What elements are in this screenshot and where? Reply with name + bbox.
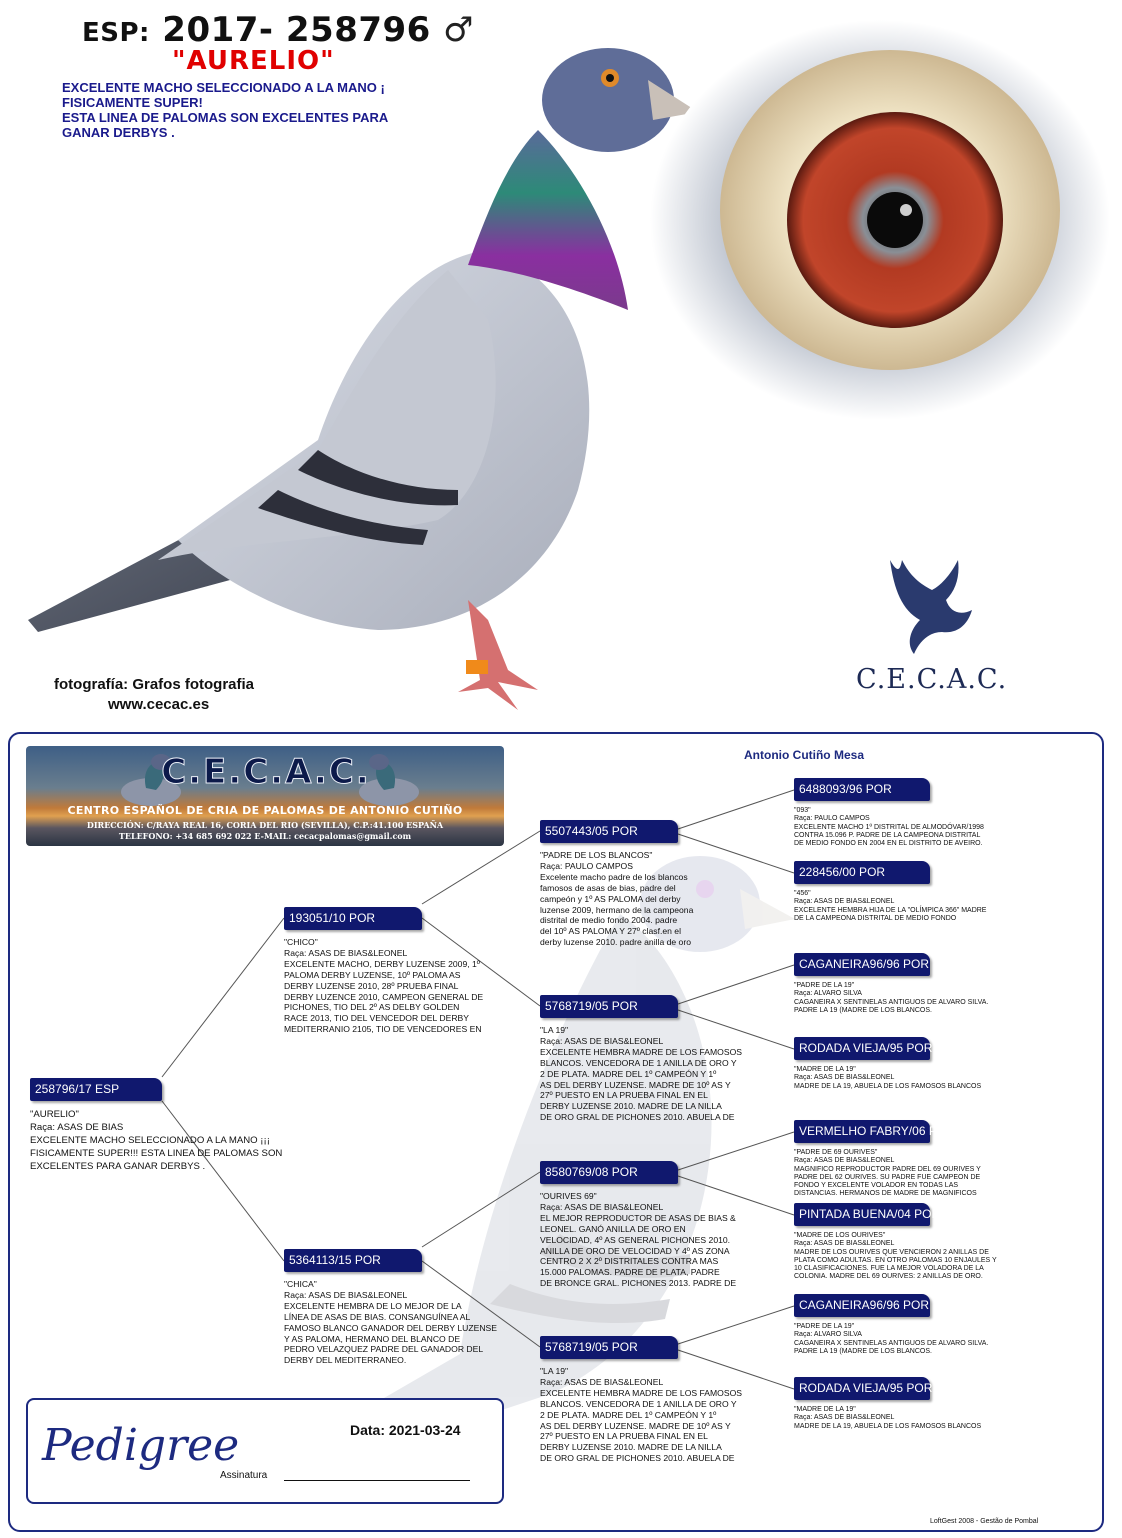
cecac-banner	[26, 746, 504, 846]
info-line: CENTRO 2 X 2º DISTRITALES CONTRA MAS	[540, 1256, 719, 1267]
ddd-ring-tag[interactable]: RODADA VIEJA/95 POR	[794, 1377, 930, 1400]
info-line: Raça: PAULO CAMPOS	[794, 815, 870, 823]
info-line: FISICAMENTE SUPER!!! ESTA LINEA DE PALOMAS SON	[30, 1148, 283, 1159]
info-line: Excelente macho padre de los blancos	[540, 871, 688, 882]
info-line: CONTRA 15.096 P. PADRE DE LA CAMPEONA DISTRITAL	[794, 831, 981, 839]
info-line: Raça: ASAS DE BIAS&LEONEL	[794, 1414, 895, 1422]
info-line: DERBY LUZENSE 2010. MADRE DE LA NILLA	[540, 1101, 722, 1112]
sds-ring-tag[interactable]: CAGANEIRA96/96 POR	[794, 953, 930, 976]
top-showcase	[0, 0, 1122, 720]
info-line: "MADRE DE LOS OURIVES"	[794, 1232, 886, 1239]
info-line: EXCELENTE MACHO SELECCIONADO A LA MANO ¡¡¡	[30, 1135, 270, 1146]
info-line: ANILLA DE ORO DE VELOCIDAD Y 4º AS ZONA	[540, 1245, 730, 1256]
info-line: famosos de asas de bias, padre del	[540, 882, 676, 893]
info-line: Raça: ASAS DE BIAS	[30, 1122, 124, 1133]
info-line: MADRE DE LOS OURIVES QUE VENCIERON 2 ANILLAS DE	[794, 1248, 989, 1256]
info-line: del 10º AS PALOMA Y 27º clasf.en el	[540, 926, 681, 937]
info-line: CAGANEIRA X SENTINELAS ANTIGUOS DE ALVARO SILVA.	[794, 1339, 989, 1347]
info-line: BLANCOS. VENCEDORA DE 1 ANILLA DE ORO Y	[540, 1398, 737, 1409]
description-line: ESTA LINEA DE PALOMAS SON EXCELENTES PARA	[62, 110, 389, 125]
pedigree-title: Pedigree	[42, 1420, 240, 1471]
dam-ring-tag[interactable]: 5364113/15 POR	[284, 1249, 422, 1272]
sds-info	[794, 982, 1034, 1018]
info-line: PADRE LA 19 (MADRE DE LOS BLANCOS.	[794, 1347, 932, 1355]
info-line: "AURELIO"	[30, 1109, 79, 1120]
male-sex-icon: ♂	[443, 10, 475, 50]
ring-number: 2017- 258796	[162, 10, 431, 50]
ssd-info	[794, 890, 1034, 926]
info-line: "PADRE DE LOS BLANCOS"	[540, 850, 653, 860]
banner-title: C.E.C.A.C.	[161, 752, 371, 792]
info-line: MAGNIFICO REPRODUCTOR PADRE DEL 69 OURIVES Y	[794, 1165, 981, 1173]
sire-sire-info	[540, 850, 764, 950]
info-line: EXCELENTE MACHO 1º DISTRITAL DE ALMODÓVAR/1998	[794, 823, 984, 831]
subject-info	[30, 1108, 320, 1180]
pedigree-footer	[26, 1398, 504, 1504]
info-line: FAMOSO BLANCO GANADOR DEL DERBY LUZENSE	[284, 1322, 497, 1333]
sdd-info	[794, 1066, 1034, 1094]
info-line: RACE 2013, TIO DEL VENCEDOR DEL DERBY	[284, 1013, 469, 1024]
sss-info	[794, 807, 1034, 851]
info-line: PALOMA DERBY LUZENSE, 10º PALOMA AS	[284, 969, 461, 980]
info-line: EXCELENTE HEMBRA MADRE DE LOS FAMOSOS	[540, 1046, 742, 1057]
info-line: 10 CLASIFICACIONES. FUE LA MEJOR VOLADORA DE LA	[794, 1265, 984, 1273]
info-line: DE LA CAMPEONA DISTRITAL DE MEDIO FONDO	[794, 914, 957, 922]
info-line: "CHICO"	[284, 937, 318, 947]
dam-dam-ring-tag[interactable]: 5768719/05 POR	[540, 1336, 678, 1359]
ddd-info	[794, 1406, 1034, 1434]
info-line: DE ORO GRAL DE PICHONES 2010. ABUELA DE	[540, 1112, 735, 1123]
description-line: GANAR DERBYS .	[62, 125, 175, 140]
info-line: Raça: ASAS DE BIAS&LEONEL	[794, 1074, 895, 1082]
info-line: BLANCOS. VENCEDORA DE 1 ANILLA DE ORO Y	[540, 1057, 737, 1068]
dds-info	[794, 1323, 1034, 1359]
info-line: Raça: ASAS DE BIAS&LEONEL	[794, 1157, 895, 1165]
info-line: COLONIA. MADRE DEL 69 OURIVES: 2 ANILLAS DE ORO.	[794, 1273, 983, 1281]
dsd-ring-tag[interactable]: PINTADA BUENA/04 POR	[794, 1203, 930, 1226]
info-line: "PADRE DE LA 19"	[794, 982, 855, 989]
info-line: "093"	[794, 807, 811, 814]
banner-contact: TELEFONO: +34 685 692 022 E-MAIL: cecacpalomas@gmail.com	[118, 831, 412, 841]
info-line: DE ORO GRAL DE PICHONES 2010. ABUELA DE	[540, 1453, 735, 1464]
dam-sire-ring-tag[interactable]: 8580769/08 POR	[540, 1161, 678, 1184]
info-line: 27º PUESTO EN LA PRUEBA FINAL EN EL	[540, 1431, 708, 1442]
info-line: 2 DE PLATA. MADRE DEL 1º CAMPEÓN Y 1º	[540, 1068, 717, 1079]
brand-name: C.E.C.A.C.	[856, 664, 1008, 695]
sire-sire-ring-tag[interactable]: 5507443/05 POR	[540, 820, 678, 843]
info-line: EL MEJOR REPRODUCTOR DE ASAS DE BIAS &	[540, 1212, 736, 1223]
info-line: FONDO Y EXCELENTE VOLADOR EN TODAS LAS	[794, 1182, 959, 1190]
info-line: derby luzense 2010. padre anilla de oro	[540, 937, 691, 948]
info-line: "456"	[794, 890, 811, 897]
info-line: MEDITERRANIO 2105, TIO DE VENCEDORES EN	[284, 1024, 482, 1035]
info-line: EXCELENTE HEMBRA MADRE DE LOS FAMOSOS	[540, 1387, 742, 1398]
info-line: EXCELENTE HEMBRA DE LO MEJOR DE LA	[284, 1300, 462, 1311]
info-line: "OURIVES 69"	[540, 1191, 597, 1201]
description-line: EXCELENTE MACHO SELECCIONADO A LA MANO ¡	[62, 80, 385, 95]
info-line: Raça: ALVARO SILVA	[794, 990, 862, 998]
info-line: 2 DE PLATA. MADRE DEL 1º CAMPEÓN Y 1º	[540, 1409, 717, 1420]
flying-dove-logo-icon	[880, 540, 980, 660]
info-line: DISTANCIAS. HERMANOS DE MADRE DE MAGNIFICOS	[794, 1190, 977, 1198]
description-line: FISICAMENTE SUPER!	[62, 95, 203, 110]
info-line: Raça: ASAS DE BIAS&LEONEL	[540, 1035, 664, 1046]
info-line: MADRE DE LA 19, ABUELA DE LOS FAMOSOS BLANCOS	[794, 1422, 982, 1430]
info-line: "PADRE DE 69 OURIVES"	[794, 1149, 878, 1156]
info-line: 15.000 PALOMAS. PADRE DE PLATA, PADRE	[540, 1267, 720, 1278]
banner-address: DIRECCIÓN: C/RAYA REAL 16, CORIA DEL RIO (SEVILLA), C.P.:41.100 ESPAÑA	[86, 820, 444, 830]
info-line: Raça: PAULO CAMPOS	[540, 860, 633, 871]
banner-subtitle: CENTRO ESPAÑOL DE CRIA DE PALOMAS DE ANTONIO CUTIÑO	[67, 804, 463, 817]
info-line: CAGANEIRA X SENTINELAS ANTIGUOS DE ALVARO SILVA.	[794, 998, 989, 1006]
info-line: EXCELENTES PARA GANAR DERBYS .	[30, 1161, 206, 1172]
info-line: DERBY LUZENCE 2010, CAMPEON GENERAL DE	[284, 991, 484, 1002]
info-line: "MADRE DE LA 19"	[794, 1066, 856, 1073]
info-line: DE BRONCE GRAL. PICHONES 2013. PADRE DE	[540, 1278, 737, 1289]
info-line: PEDRO VELAZQUEZ PADRE DEL GANADOR DEL	[284, 1344, 484, 1355]
sdd-ring-tag[interactable]: RODADA VIEJA/95 POR	[794, 1037, 930, 1060]
info-line: PLATA COMO ADULTAS. EN OTRO PALOMAS 10 ENJAULES Y	[794, 1256, 997, 1264]
info-line: LÍNEA DE ASAS DE BIAS. CONSANGUÍNEA AL	[284, 1311, 471, 1322]
info-line: Raça: ASAS DE BIAS&LEONEL	[794, 898, 895, 906]
photo-credit: fotografía: Grafos fotografia	[54, 676, 255, 693]
info-line: Raça: ASAS DE BIAS&LEONEL	[794, 1240, 895, 1248]
website-link[interactable]: www.cecac.es	[108, 696, 210, 713]
info-line: EXCELENTE HEMBRA HIJA DE LA "OLÍMPICA 366" MADRE	[794, 906, 987, 914]
info-line: distrital de medio fondo 2004. padre	[540, 915, 678, 926]
info-line: MADRE DE LA 19, ABUELA DE LOS FAMOSOS BLANCOS	[794, 1082, 982, 1090]
info-line: VELOCIDAD, 4º AS GENERAL PICHONES 2010.	[540, 1234, 731, 1245]
software-credit: LoftGest 2008 - Gestão de Pombal	[930, 1518, 1039, 1525]
info-line: "LA 19"	[540, 1025, 569, 1035]
info-line: LEONEL. GANÓ ANILLA DE ORO EN	[540, 1223, 686, 1234]
dam-sire-info	[540, 1191, 764, 1291]
sire-dam-info	[540, 1025, 764, 1125]
ring-number-title	[82, 10, 474, 50]
ring-prefix: ESP:	[82, 18, 150, 48]
dam-info	[284, 1279, 520, 1371]
info-line: "LA 19"	[540, 1366, 569, 1376]
dss-info	[794, 1149, 1034, 1201]
info-line: Y AS PALOMA, HERMANO DEL BLANCO DE	[284, 1333, 461, 1344]
info-line: luzense 2009, hermano de la campeona	[540, 904, 694, 915]
sire-dam-ring-tag[interactable]: 5768719/05 POR	[540, 995, 678, 1018]
info-line: PICHONES, TIO DEL 2º AS DELBY GOLDEN	[284, 1002, 460, 1013]
pedigree-date: Data: 2021-03-24	[350, 1422, 461, 1438]
bird-description	[62, 80, 462, 140]
info-line: "PADRE DE LA 19"	[794, 1323, 855, 1330]
sire-info	[284, 937, 508, 1037]
info-line: Raça: ALVARO SILVA	[794, 1331, 862, 1339]
info-line: Raça: ASAS DE BIAS&LEONEL	[284, 1289, 408, 1300]
info-line: Raça: ASAS DE BIAS&LEONEL	[540, 1376, 664, 1387]
subject-ring-tag[interactable]: 258796/17 ESP	[30, 1078, 162, 1101]
info-line: AS DEL DERBY LUZENSE. MADRE DE 10º AS Y	[540, 1079, 731, 1090]
info-line: "CHICA"	[284, 1279, 317, 1289]
pigeon-eye-photo-icon	[640, 20, 1100, 420]
sss-ring-tag[interactable]: 6488093/96 POR	[794, 778, 930, 801]
info-line: "MADRE DE LA 19"	[794, 1406, 856, 1413]
dam-dam-info	[540, 1366, 764, 1466]
sire-ring-tag[interactable]: 193051/10 POR	[284, 907, 422, 930]
info-line: DERBY LUZENSE 2010. MADRE DE LA NILLA	[540, 1442, 722, 1453]
signature-label: Assinatura	[220, 1470, 268, 1481]
info-line: EXCELENTE MACHO, DERBY LUZENSE 2009, 1º	[284, 958, 480, 969]
info-line: DE MEDIO FONDO EN 2004 EN EL DISTRITO DE AVEIRO.	[794, 840, 983, 848]
pedigree-card	[8, 732, 1104, 1532]
dds-ring-tag[interactable]: CAGANEIRA96/96 POR	[794, 1294, 930, 1317]
info-line: DERBY LUZENSE 2010, 28º PRUEBA FINAL	[284, 980, 459, 991]
info-line: DERBY DEL MEDITERRANEO.	[284, 1355, 407, 1366]
ssd-ring-tag[interactable]: 228456/00 POR	[794, 861, 930, 884]
bird-name: "AURELIO"	[172, 46, 335, 76]
info-line: Raça: ASAS DE BIAS&LEONEL	[284, 947, 408, 958]
info-line: PADRE DEL 62 OURIVES. SU PADRE FUE CAMPEON DE	[794, 1173, 981, 1181]
dsd-info	[794, 1232, 1034, 1284]
info-line: 27º PUESTO EN LA PRUEBA FINAL EN EL	[540, 1090, 708, 1101]
info-line: PADRE LA 19 (MADRE DE LOS BLANCOS.	[794, 1006, 932, 1014]
owner-name: Antonio Cutiño Mesa	[744, 748, 864, 762]
info-line: Raça: ASAS DE BIAS&LEONEL	[540, 1201, 664, 1212]
info-line: AS DEL DERBY LUZENSE. MADRE DE 10º AS Y	[540, 1420, 731, 1431]
dss-ring-tag[interactable]: VERMELHO FABRY/06 POR	[794, 1120, 930, 1143]
signature-line[interactable]	[284, 1480, 470, 1481]
info-line: campeón y 1º AS PALOMA del derby	[540, 893, 681, 904]
